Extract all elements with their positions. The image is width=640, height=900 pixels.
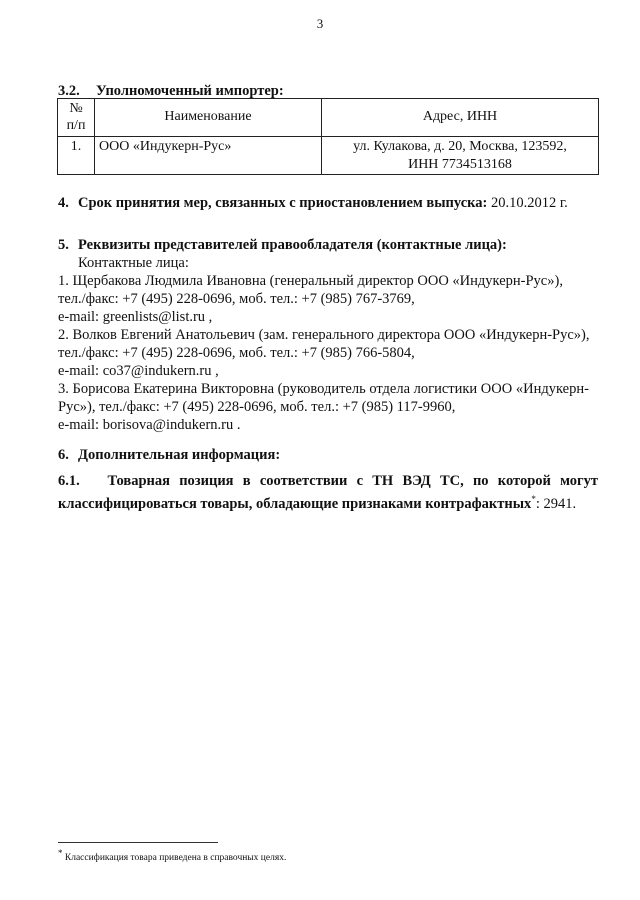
subsection-text: Товарная позиция в соответствии с ТН ВЭД ТС, по которой могут bbox=[107, 473, 598, 489]
footnote-text: Классификация товара приведена в справочных целях. bbox=[64, 853, 287, 864]
footnote-divider bbox=[58, 842, 218, 843]
contact-line: Рус»), тел./факс: +7 (495) 228-0696, моб. тел.: +7 (985) 117-9960, bbox=[58, 399, 456, 415]
importer-table bbox=[57, 98, 599, 175]
contact-line: 1. Щербакова Людмила Ивановна (генеральный директор ООО «Индукерн-Рус»), bbox=[58, 273, 563, 289]
contact-email: e-mail: greenlists@list.ru , bbox=[58, 309, 213, 325]
release-suspension-date: 20.10.2012 г. bbox=[490, 195, 568, 211]
contact-line: 2. Волков Евгений Анатольевич (зам. генерального директора ООО «Индукерн-Рус»), bbox=[58, 327, 590, 343]
footnote-mark: * bbox=[531, 494, 536, 504]
footnote bbox=[58, 848, 286, 865]
column-header-number: № п/п bbox=[58, 99, 95, 137]
subsection-text: классифицироваться товары, обладающие признаками контрафактных bbox=[58, 495, 532, 512]
section-4 bbox=[58, 194, 568, 213]
contact-email: e-mail: borisova@indukern.ru . bbox=[58, 417, 241, 433]
contact-line: тел./факс: +7 (495) 228-0696, моб. тел.: +7 (985) 766-5804, bbox=[58, 345, 415, 361]
section-5-heading bbox=[58, 236, 507, 255]
section-number: 3.2. bbox=[58, 83, 80, 99]
section-6-heading bbox=[58, 446, 280, 465]
inn-line: ИНН 7734513168 bbox=[408, 156, 512, 172]
contact-line: 3. Борисова Екатерина Викторовна (руководитель отдела логистики ООО «Индукерн- bbox=[58, 381, 589, 397]
table-header-row bbox=[58, 99, 599, 137]
section-number: 6. bbox=[58, 447, 69, 463]
address-line: ул. Кулакова, д. 20, Москва, 123592, bbox=[353, 139, 567, 154]
column-header-address: Адрес, ИНН bbox=[322, 99, 599, 137]
section-4-label: Срок принятия мер, связанных с приостановлением выпуска: bbox=[78, 195, 488, 211]
contact-email: e-mail: co37@indukern.ru , bbox=[58, 363, 219, 379]
section-6-1-line1 bbox=[58, 472, 598, 491]
importer-name: ООО «Индукерн-Рус» bbox=[95, 137, 322, 175]
contacts-label: Контактные лица: bbox=[78, 255, 189, 271]
section-title: Уполномоченный импортер: bbox=[96, 83, 284, 99]
section-title: Дополнительная информация: bbox=[78, 447, 281, 463]
page-number: 3 bbox=[316, 16, 324, 31]
footnote-mark: * bbox=[58, 848, 63, 858]
subsection-number: 6.1. bbox=[58, 473, 80, 489]
section-title: Реквизиты представителей правообладателя (контактные лица): bbox=[78, 237, 507, 253]
section-number: 5. bbox=[58, 237, 69, 253]
contact-line: тел./факс: +7 (495) 228-0696, моб. тел.: +7 (985) 767-3769, bbox=[58, 291, 415, 307]
column-header-name: Наименование bbox=[95, 99, 322, 137]
importer-address bbox=[322, 137, 599, 175]
tn-ved-code: : 2941. bbox=[535, 495, 577, 512]
section-number: 4. bbox=[58, 195, 69, 211]
table-row bbox=[58, 137, 599, 175]
row-number: 1. bbox=[58, 137, 95, 175]
section-6-1-line2 bbox=[58, 494, 576, 514]
